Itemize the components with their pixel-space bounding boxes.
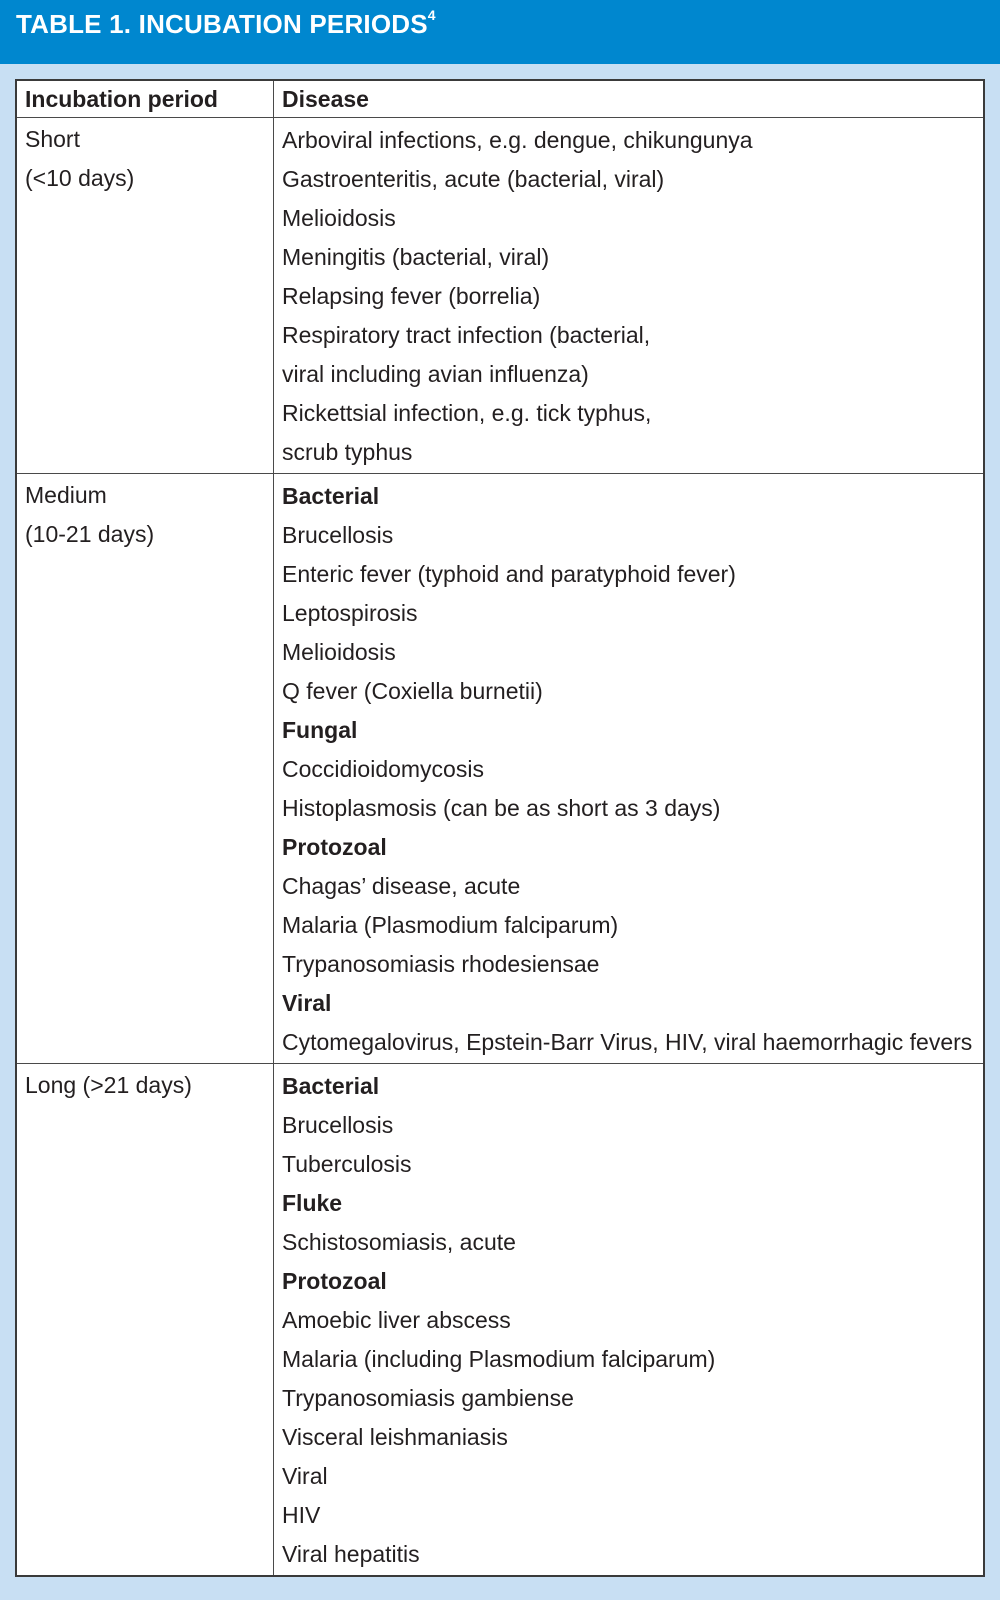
table-header-row <box>16 80 984 118</box>
table-title <box>16 9 436 40</box>
table-row <box>16 474 984 1064</box>
disease-category: Protozoal <box>282 1267 387 1294</box>
table-row <box>16 1064 984 1577</box>
header-disease: Disease <box>274 80 985 118</box>
disease-item: Enteric fever (typhoid and paratyphoid fever) <box>282 560 736 587</box>
disease-item: Visceral leishmaniasis <box>282 1423 508 1450</box>
disease-category: Fluke <box>282 1189 343 1216</box>
disease-item: Trypanosomiasis rhodesiensae <box>282 950 600 977</box>
period-label: Long (>21 days) <box>25 1072 192 1098</box>
disease-item: Relapsing fever (borrelia) <box>282 282 541 309</box>
disease-item: Amoebic liver abscess <box>282 1306 511 1333</box>
disease-item: Gastroenteritis, acute (bacterial, viral) <box>282 165 665 192</box>
period-label: Medium <box>25 482 107 508</box>
disease-item: Viral <box>282 1462 328 1489</box>
title-banner <box>0 0 1000 64</box>
disease-item: Arboviral infections, e.g. dengue, chikungunya <box>282 126 753 153</box>
header-incubation-period: Incubation period <box>16 80 274 118</box>
disease-item: Rickettsial infection, e.g. tick typhus, <box>282 399 652 426</box>
disease-item: Tuberculosis <box>282 1150 412 1177</box>
disease-item: Malaria (Plasmodium falciparum) <box>282 911 619 938</box>
disease-category: Bacterial <box>282 1072 380 1099</box>
period-label: Short <box>25 126 80 152</box>
disease-item: Leptospirosis <box>282 599 418 626</box>
disease-category: Bacterial <box>282 482 380 509</box>
period-label: (10-21 days) <box>25 521 155 547</box>
title-footnote-ref: 4 <box>427 7 436 23</box>
disease-item: Schistosomiasis, acute <box>282 1228 516 1255</box>
period-cell <box>16 118 274 474</box>
disease-item: Malaria (including Plasmodium falciparum) <box>282 1345 716 1372</box>
disease-item: Trypanosomiasis gambiense <box>282 1384 574 1411</box>
disease-item: Viral hepatitis <box>282 1540 420 1567</box>
disease-item: Q fever (Coxiella burnetii) <box>282 677 543 704</box>
disease-cell <box>274 474 985 1064</box>
table-row <box>16 118 984 474</box>
disease-item: Coccidioidomycosis <box>282 755 484 782</box>
disease-item: Melioidosis <box>282 204 396 231</box>
period-cell <box>16 1064 274 1577</box>
disease-item: Chagas’ disease, acute <box>282 872 521 899</box>
disease-item: HIV <box>282 1501 321 1528</box>
incubation-table <box>15 79 985 1577</box>
disease-category: Fungal <box>282 716 358 743</box>
disease-category: Protozoal <box>282 833 387 860</box>
disease-item: viral including avian influenza) <box>282 360 589 387</box>
disease-item: Brucellosis <box>282 1111 394 1138</box>
period-label: (<10 days) <box>25 165 135 191</box>
disease-item: Histoplasmosis (can be as short as 3 days) <box>282 794 721 821</box>
disease-item: scrub typhus <box>282 438 413 465</box>
disease-item: Meningitis (bacterial, viral) <box>282 243 550 270</box>
disease-item: Cytomegalovirus, Epstein-Barr Virus, HIV, viral haemorrhagic fevers <box>282 1028 973 1055</box>
title-text: TABLE 1. INCUBATION PERIODS <box>16 9 428 39</box>
period-cell <box>16 474 274 1064</box>
disease-item: Brucellosis <box>282 521 394 548</box>
disease-cell <box>274 1064 985 1577</box>
disease-item: Melioidosis <box>282 638 396 665</box>
disease-category: Viral <box>282 989 332 1016</box>
disease-item: Respiratory tract infection (bacterial, <box>282 321 651 348</box>
disease-cell <box>274 118 985 474</box>
